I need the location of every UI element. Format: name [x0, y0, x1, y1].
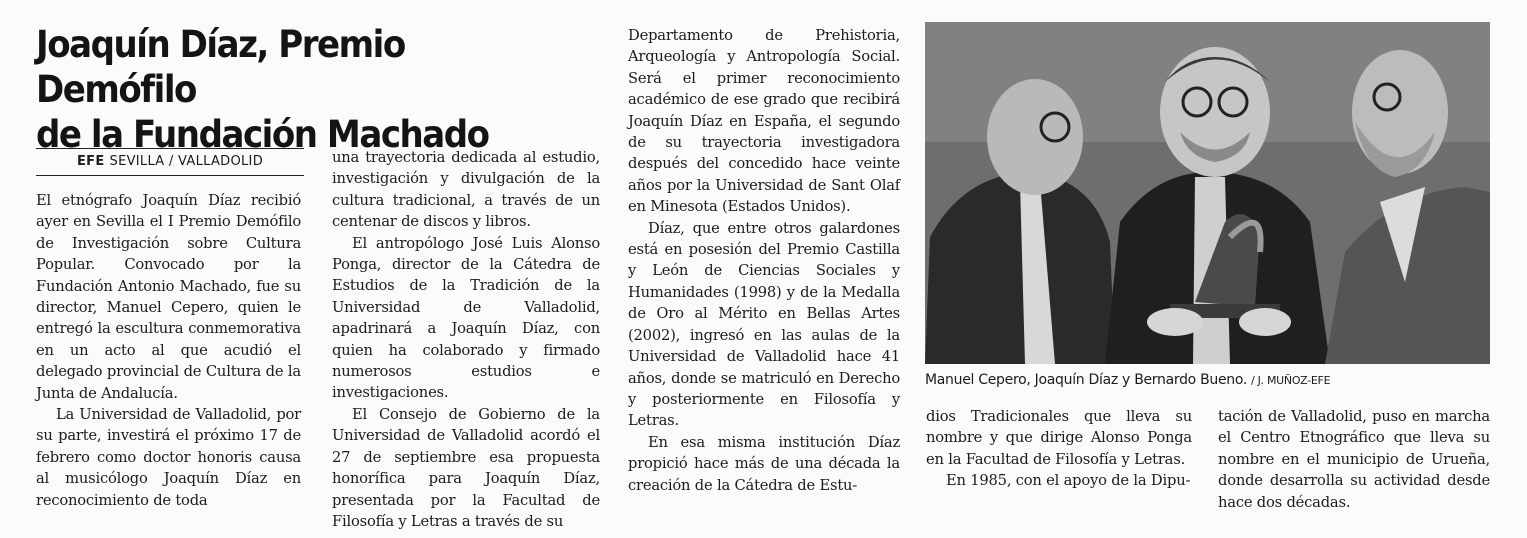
photo-illustration — [925, 22, 1490, 364]
paragraph: El antropólogo José Luis Alonso Ponga, director de la Cátedra de Estudios de la Tradición de la Universidad de Valladolid, apadrinará a Joaquín Díaz, con quien ha colaborado y firmado numerosos estudios e investigaciones. — [332, 234, 600, 402]
paragraph: Díaz, que entre otros galardones está en posesión del Premio Castilla y León de Ciencias Sociales y Humanidades (1998) y de la Medalla de Oro al Mérito en Bellas Artes (2002), ingresó en las aulas de la Universidad de Valladolid hace 41 años, donde se matriculó en Derecho y posteriormente en Filosofía y Letras. — [628, 219, 900, 430]
headline-line-2: de la Fundación Machado — [36, 113, 489, 156]
left-man-head — [987, 79, 1083, 195]
article-column-2 — [332, 147, 600, 532]
news-photo — [925, 22, 1490, 364]
paragraph: dios Tradicionales que lleva su nombre y que dirige Alonso Ponga en la Facultad de Filosofía y Letras. — [926, 408, 1192, 468]
article-column-3 — [628, 25, 900, 496]
article-column-4 — [926, 406, 1192, 492]
hand-left — [1147, 308, 1203, 336]
photo-caption — [925, 370, 1490, 391]
location-label: SEVILLA / VALLADOLID — [109, 154, 264, 169]
article-column-1 — [36, 190, 301, 511]
paragraph: tación de Valladolid, puso en marcha el Centro Etnográfico que lleva su nombre en el municipio de Urueña, donde desarrolla su actividad desde hace dos décadas. — [1218, 408, 1490, 511]
paragraph: En esa misma institución Díaz propició hace más de una década la creación de la Cátedra de Estu- — [628, 433, 900, 494]
paragraph: una trayectoria dedicada al estudio, investigación y divulgación de la cultura tradicional, a través de un centenar de discos y libros. — [332, 149, 600, 231]
caption-text: Manuel Cepero, Joaquín Díaz y Bernardo Bueno. — [925, 372, 1248, 388]
hand-right — [1239, 308, 1291, 336]
byline — [36, 148, 304, 176]
paragraph: El Consejo de Gobierno de la Universidad de Valladolid acordó el 27 de septiembre esa propuesta honorífica para Joaquín Díaz, presentada por la Facultad de Filosofía y Letras a través de su — [332, 405, 600, 530]
headline-line-1: Joaquín Díaz, Premio Demófilo — [36, 23, 405, 111]
paragraph: En 1985, con el apoyo de la Dipu- — [946, 472, 1191, 490]
paragraph: El etnógrafo Joaquín Díaz recibió ayer en Sevilla el I Premio Demófilo de Investigación sobre Cultura Popular. Convocado por la Fundación Antonio Machado, fue su director, Manuel Cepero, quien le entregó la escultura conmemorativa en un acto al que acudió el delegado provincial de Cultura de la Junta de Andalucía. — [36, 192, 301, 402]
paragraph: Departamento de Prehistoria, Arqueología y Antropología Social. Será el primer reconocimiento académico de ese grado que recibirá Joaquín Díaz en España, el segundo de su trayectoria investigadora después del concedido hace veinte años por la Universidad de Sant Olaf en Minesota (Estados Unidos). — [628, 27, 900, 216]
paragraph: La Universidad de Valladolid, por su parte, investirá el próximo 17 de febrero como doctor honoris causa al musicólogo Joaquín Díaz en reconocimiento de toda — [36, 406, 301, 509]
agency-label: EFE — [76, 154, 105, 169]
headline — [36, 22, 570, 157]
right-man-head — [1352, 50, 1448, 174]
photo-credit: / J. MUÑOZ-EFE — [1251, 374, 1331, 387]
article-column-5 — [1218, 406, 1490, 513]
